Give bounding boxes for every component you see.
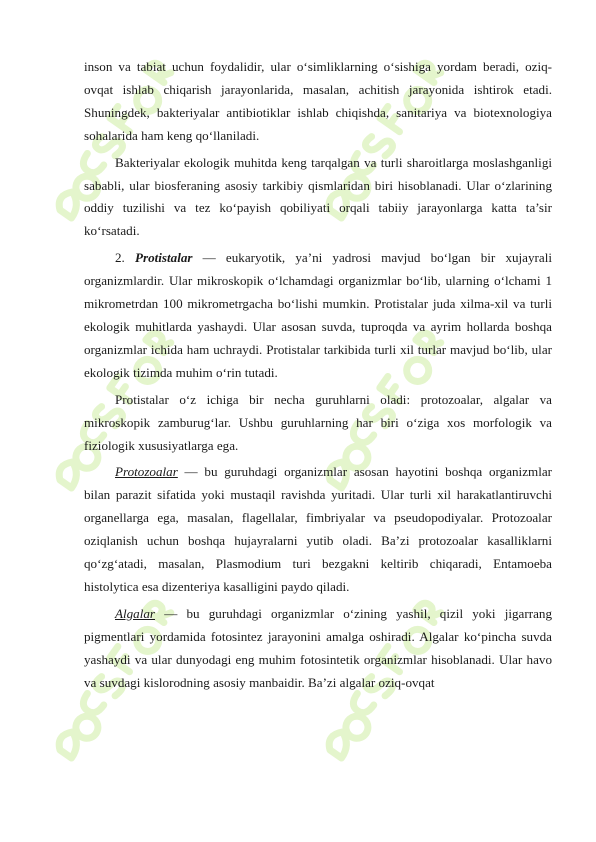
paragraph-protozoa xyxy=(84,461,552,598)
paragraph-algae-text: — bu guruhdagi organizmlar o‘zining yashil, qizil yoki jigarrang pigmentlari yordamida fotosintez jarayonini amalga oshiradi. Algalar ko‘pincha suvda yashaydi va ular dunyodagi eng muhim fotosintetik organizmlar hisoblanadi. Ular havo va suvdagi kislorodning asosiy manbaidir. Ba’zi algalar oziq-ovqat xyxy=(84,605,552,690)
paragraph-protozoa-text: — bu guruhdagi organizmlar asosan hayotini boshqa organizmlar bilan parazit sifatida yoki mustaqil ravishda yuritadi. Ular turli xil harakatlantiruvchi organellarga ega, masalan, flagellalar, fimbriyalar va pseudopodiyalar. Protozoalar oziqlanish uchun boshqa hujayralarni yutib oladi. Ba’zi protozoalar kasalliklarni qo‘zg‘atadi, masalan, Plasmodium turi bezgakni keltirib chiqaradi, Entamoeba histolytica esa dizenteriya kasalligini paydo qiladi. xyxy=(84,464,552,594)
paragraph-protist-groups: Protistalar o‘z ichiga bir necha guruhlarni oladi: protozoalar, algalar va mikroskopik zamburug‘lar. Ushbu guruhlarning har biri o‘ziga xos morfologik va fiziologik xususiyatlarga ega. xyxy=(84,391,552,453)
section-number: 2. xyxy=(115,250,125,266)
term-protistalar: Protistalar xyxy=(135,250,193,266)
paragraph-bacteria-uses: inson va tabiat uchun foydalidir, ular o‘simliklarning o‘sishiga yordam beradi, oziq-ovqat ishlab chiqarish jarayonlarida, masalan, achitish jarayonida ishtirok etadi. Shuningdek, bakteriyalar antibiotiklar ishlab chiqishda, sanitariya va biotexnologiya sohalarida ham keng qo‘llaniladi. xyxy=(84,59,552,143)
paragraph-bacteria-ecology: Bakteriyalar ekologik muhitda keng tarqalgan va turli sharoitlarga moslashganligi sababli, ular biosferaning asosiy tarkibiy qismlaridan biri hisoblanadi. Ular o‘zlarining oddiy tuzilishi va tez ko‘payish qobiliyati orqali tabiiy jarayonlarga katta ta’sir ko‘rsatadi. xyxy=(84,154,552,239)
paragraph-protists xyxy=(84,247,552,384)
term-algalar: Algalar xyxy=(115,605,156,621)
paragraph-protists-text: — eukaryotik, ya’ni yadrosi mavjud bo‘lgan bir xujayrali organizmlardir. Ular mikroskopik o‘lchamdagi organizmlar bo‘lib, ularning o‘lchami 1 mikrometrdan 100 mikrometrgacha bo‘lishi mumkin. Protistalar juda xilma-xil va turli ekologik muhitlarda yashaydi. Ular asosan suvda, tuproqda va ayrim hollarda boshqa organizmlar ichida ham uchraydi. Protistalar tarkibida turli xil turlar mavjud bo‘lib, ular ekologik tizimda muhim o‘rin tutadi. xyxy=(84,250,552,380)
paragraph-algae xyxy=(84,603,552,695)
document-body xyxy=(84,56,552,694)
term-protozoalar: Protozoalar xyxy=(115,464,178,480)
